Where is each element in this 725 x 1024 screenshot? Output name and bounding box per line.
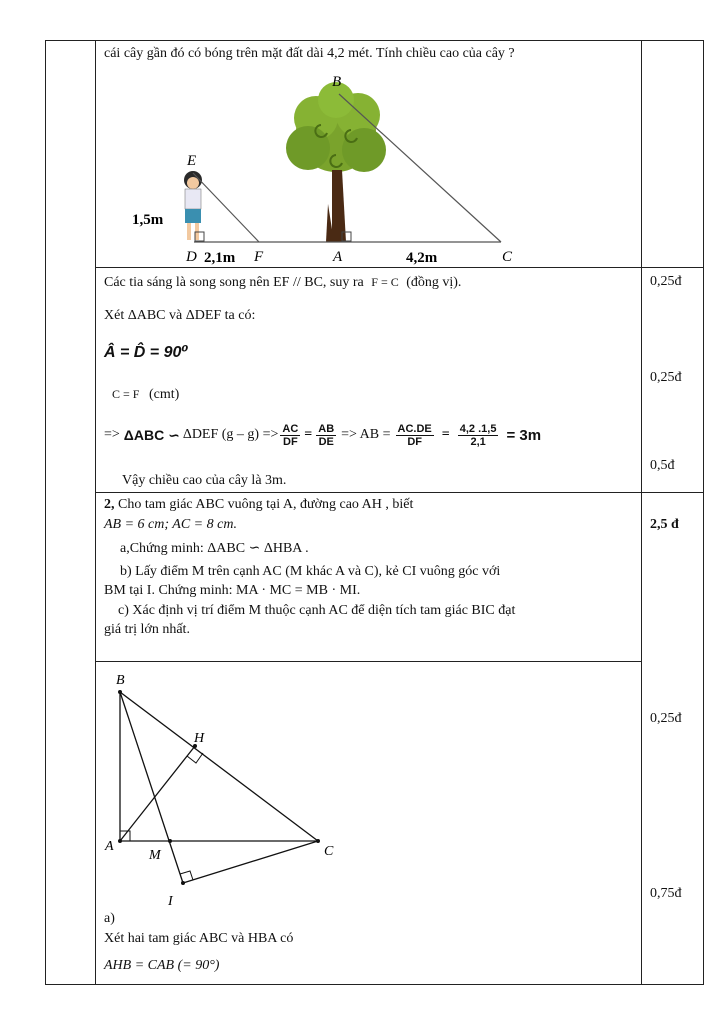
problem-2-line-1: 2, Cho tam giác ABC vuông tại A, đường cao AH , biết [104, 497, 414, 512]
score-4: 0,25đ [650, 711, 682, 726]
label-height: 1,5m [132, 212, 164, 228]
label-I: I [168, 894, 173, 909]
row-divider-3 [95, 661, 641, 662]
score-total-2: 2,5 đ [650, 517, 679, 532]
label-M: M [149, 848, 161, 863]
row-divider-2 [95, 492, 704, 493]
problem-2-line-2: AB = 6 cm; AC = 8 cm. [104, 517, 237, 532]
problem-2-line-3: a,Chứng minh: ΔABC ∽ ΔHBA . [120, 541, 309, 556]
problem-2-line-4: b) Lấy điểm M trên cạnh AC (M khác A và C), kẻ CI vuông góc với [120, 564, 501, 579]
label-F: F [254, 249, 264, 265]
part-a-line-2: AHB = CAB (= 90°) [104, 958, 220, 973]
tree-shadow-figure [96, 70, 636, 265]
problem-2-line-7: giá trị lớn nhất. [104, 622, 190, 637]
problem-2-line-6: c) Xác định vị trí điểm M thuộc cạnh AC để diện tích tam giác BIC đạt [118, 603, 516, 618]
solution-line-3: Â = D̂ = 90⁰ [104, 344, 189, 361]
label-A-tree: A [333, 249, 343, 265]
table-border-top [45, 40, 704, 41]
fraction-numeric: $\frac{4,2 .1,5}{2,1}$ [459, 423, 497, 449]
label-df: 2,1m [204, 250, 236, 265]
conclusion-text: Vậy chiều cao của cây là 3m. [122, 473, 287, 488]
fraction-ab-de: $\frac{AB}{DE}$ [318, 423, 335, 449]
table-border-col2 [641, 40, 642, 985]
score-1: 0,25đ [650, 274, 682, 289]
tree-icon [286, 82, 386, 242]
label-C: C [324, 844, 334, 859]
row-divider-1 [95, 267, 704, 268]
fraction-ac-df: $\frac{AC}{DF}$ [282, 423, 299, 449]
angle-equality: F = C [371, 275, 399, 289]
solution-line-1: Các tia sáng là song song nên EF // BC, suy ra F = C (đồng vị). [104, 275, 462, 290]
label-B-tree: B [332, 74, 342, 90]
label-D: D [186, 249, 197, 265]
problem-text: cái cây gần đó có bóng trên mặt đất dài 4,2 mét. Tính chiều cao của cây ? [104, 46, 515, 61]
problem-2-line-5: BM tại I. Chứng minh: MA · MC = MB · MI. [104, 583, 361, 598]
label-B: B [116, 673, 125, 688]
solution-line-2: Xét ΔABC và ΔDEF ta có: [104, 308, 256, 323]
triangle-figure [96, 665, 356, 910]
part-a-label: a) [104, 911, 115, 926]
person-icon [184, 171, 202, 240]
label-C-tree: C [502, 249, 513, 265]
solution-line-5: => ΔABC ∽ ΔDEF (g – g) => $\frac{AC}{DF}$ = $\frac{AB}{DE}$ => AB = $\frac{AC.DE}{DF}$ = $\frac{4,2 .1,5}{2,1}$ = 3m [104, 423, 542, 449]
fraction-acde-df: $\frac{AC.DE}{DF}$ [397, 423, 432, 449]
label-H: H [194, 731, 205, 746]
solution-line-4: C = F (cmt) [112, 387, 180, 402]
score-2: 0,25đ [650, 370, 682, 385]
table-border-left [45, 40, 46, 985]
label-ac: 4,2m [406, 250, 438, 265]
score-3: 0,5đ [650, 458, 675, 473]
table-border-right [703, 40, 704, 985]
score-5: 0,75đ [650, 886, 682, 901]
label-A: A [105, 839, 114, 854]
label-E: E [187, 153, 197, 169]
table-border-bottom [45, 984, 704, 985]
part-a-line-1: Xét hai tam giác ABC và HBA có [104, 931, 294, 946]
